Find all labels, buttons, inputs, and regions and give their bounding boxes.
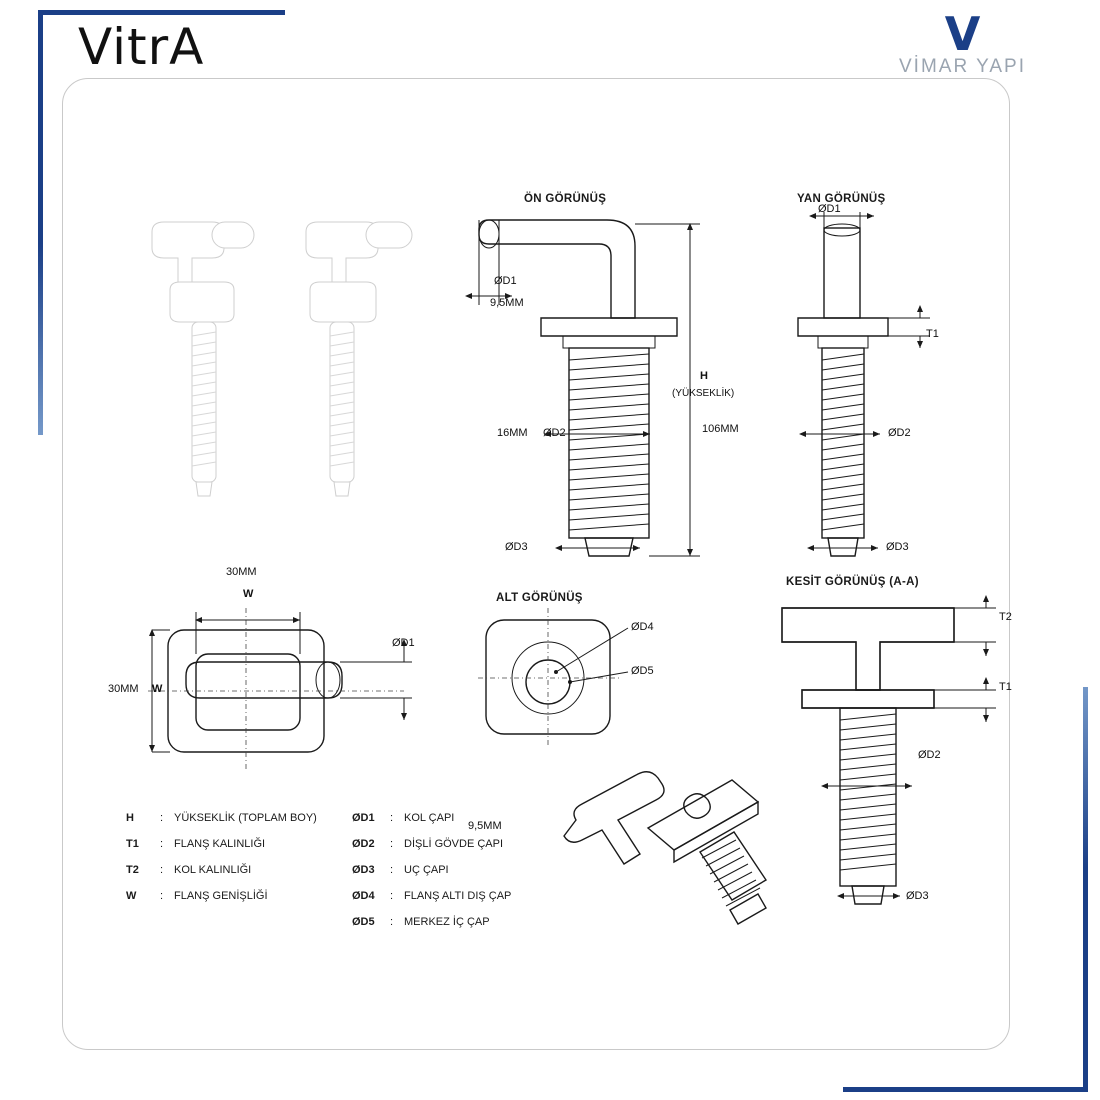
legend-row xyxy=(126,864,317,890)
legend-text: KOL ÇAPI xyxy=(404,812,455,824)
legend-separator: : xyxy=(160,812,164,824)
front-d1-value: 9,5MM xyxy=(490,297,524,309)
legend-separator: : xyxy=(390,838,394,850)
legend-text: FLANŞ ALTI DIŞ ÇAP xyxy=(404,890,512,902)
plan-width-value: 30MM xyxy=(226,566,257,578)
side-d1-label: ØD1 xyxy=(818,203,841,215)
height-symbol: H xyxy=(700,370,708,382)
legend-key: T2 xyxy=(126,864,139,876)
plan-height-symbol: W xyxy=(152,683,163,695)
legend-row xyxy=(126,890,317,916)
legend-row xyxy=(352,838,511,864)
bottom-d5-label: ØD5 xyxy=(631,665,654,677)
section-d2-label: ØD2 xyxy=(918,749,941,761)
legend-key: T1 xyxy=(126,838,139,850)
legend-row xyxy=(352,864,511,890)
legend-row xyxy=(126,838,317,864)
legend-separator: : xyxy=(390,812,394,824)
bottom-d4-label: ØD4 xyxy=(631,621,654,633)
legend-key: ØD3 xyxy=(352,864,375,876)
legend-d1-value: 9,5MM xyxy=(468,820,502,832)
legend-separator: : xyxy=(390,916,394,928)
legend-separator: : xyxy=(160,864,164,876)
legend-left xyxy=(126,812,317,916)
legend-key: W xyxy=(126,890,137,902)
vimar-check-icon: V xyxy=(944,7,981,61)
legend-separator: : xyxy=(390,864,394,876)
legend-text: MERKEZ İÇ ÇAP xyxy=(404,916,490,928)
side-d3-label: ØD3 xyxy=(886,541,909,553)
legend-key: ØD4 xyxy=(352,890,375,902)
legend-key: ØD5 xyxy=(352,916,375,928)
legend-row xyxy=(352,916,511,942)
legend-key: H xyxy=(126,812,134,824)
plan-height-value: 30MM xyxy=(108,683,139,695)
legend-text: FLANŞ GENİŞLİĞİ xyxy=(174,890,268,902)
height-note: (YÜKSEKLİK) xyxy=(672,388,735,399)
front-d3-label: ØD3 xyxy=(505,541,528,553)
front-view-title: ÖN GÖRÜNÜŞ xyxy=(524,193,607,205)
vimar-logo-text: VİMAR YAPI xyxy=(899,56,1026,77)
side-t1-label: T1 xyxy=(926,328,939,340)
section-d3-label: ØD3 xyxy=(906,890,929,902)
height-value: 106MM xyxy=(702,423,739,435)
legend-text: YÜKSEKLİK (TOPLAM BOY) xyxy=(174,812,317,824)
legend-text: UÇ ÇAPI xyxy=(404,864,449,876)
legend-key: ØD1 xyxy=(352,812,375,824)
legend-separator: : xyxy=(390,890,394,902)
vimar-yapi-logo xyxy=(899,7,1026,78)
front-d1-label: ØD1 xyxy=(494,275,517,287)
legend-row xyxy=(352,890,511,916)
section-t1-label: T1 xyxy=(999,681,1012,693)
plan-width-symbol: W xyxy=(243,588,254,600)
legend-row xyxy=(126,812,317,838)
side-d2-label: ØD2 xyxy=(888,427,911,439)
legend-text: FLANŞ KALINLIĞI xyxy=(174,838,266,850)
side-view-title: YAN GÖRÜNÜŞ xyxy=(797,193,886,205)
legend-separator: : xyxy=(160,890,164,902)
legend-key: ØD2 xyxy=(352,838,375,850)
vitra-logo: VitrA xyxy=(78,18,205,76)
section-view-title: KESİT GÖRÜNÜŞ (A-A) xyxy=(786,576,919,588)
plan-d1-label: ØD1 xyxy=(392,637,415,649)
section-t2-label: T2 xyxy=(999,611,1012,623)
front-d2-label: ØD2 xyxy=(543,427,566,439)
bottom-view-title: ALT GÖRÜNÜŞ xyxy=(496,592,583,604)
legend-text: KOL KALINLIĞI xyxy=(174,864,252,876)
legend-text: DİŞLİ GÖVDE ÇAPI xyxy=(404,838,504,850)
front-d2-value: 16MM xyxy=(497,427,528,439)
legend-separator: : xyxy=(160,838,164,850)
